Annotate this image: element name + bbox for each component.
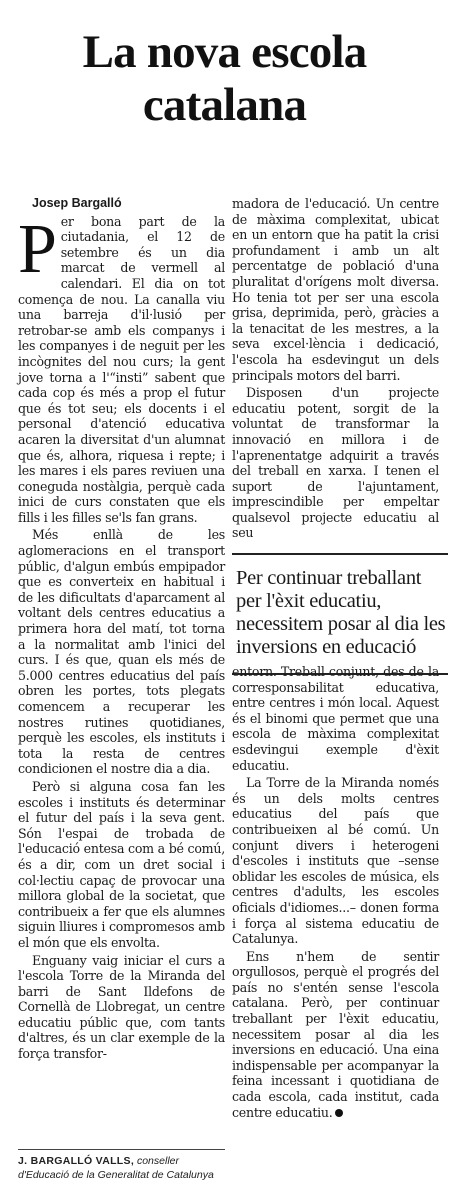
- paragraph-1: [18, 210, 225, 526]
- paragraph-8: La Torre de la Miranda només és un dels molts centres educatius del país que contribueixen al bé comú. Un conjunt divers i heterogeni d'escoles i instituts que –sense oblidar les escoles de música, els centres d'adults, les escoles oficials d'idiomes...– donen forma i força al sistema educatiu de Catalunya.: [232, 775, 439, 947]
- left-column: [18, 196, 225, 1064]
- paragraph-9: [232, 949, 439, 1121]
- right-column-top: [232, 196, 439, 543]
- drop-cap: P: [18, 210, 57, 288]
- end-of-article-icon: [335, 1109, 343, 1117]
- paragraph-4: Enguany vaig iniciar el curs a l'escola Torre de la Miranda del barri de Sant Ildefons de Cornellà de Llobregat, un centre educatiu públic que, com tants d'altres, és un clar exemple de la força transfor-: [18, 952, 225, 1062]
- author-role: conseller d'Educació de la Generalitat de Catalunya: [18, 1155, 214, 1181]
- paragraph-5: madora de l'educació. Un centre de màxima complexitat, ubicat en un entorn que ha patit la crisi profundament i amb un alt percentatge de població d'una pluralitat d'orígens molt diversa. Ho tenia tot per ser una escola grisa, deprimida, però, gràcies a la tenacitat de les mestres, a la seva excel·lència i dedicació, l'escola ha esdevingut un dels principals motors del barri.: [232, 196, 439, 383]
- pull-quote: Per continuar treballant per l'èxit educatiu, necessitem posar al dia les inversions en educació: [232, 553, 448, 675]
- right-column-bottom: [232, 664, 439, 1122]
- byline: Josep Bargalló: [32, 196, 122, 210]
- paragraph-3: Però si alguna cosa fan les escoles i instituts és determinar el futur del país i la seva gent. Són l'espai de trobada de l'educació entesa com a bé comú, és a dir, com un dret social i col·lectiu capaç de provocar una millora global de la societat, que contribueix a fer que els alumnes siguin lliures i compromesos amb el món que els envolta.: [18, 778, 225, 950]
- author-name: J. BARGALLÓ VALLS,: [18, 1155, 135, 1167]
- paragraph-6: Disposen d'un projecte educatiu potent, sorgit de la voluntat de transformar la innovació en millora i de l'aprenentatge adquirit a través del treball en xarxa. I tenen el suport de l'ajuntament, imprescindible per empeltar qualsevol projecte educatiu al seu: [232, 385, 439, 541]
- paragraph-1-text: er bona part de la ciutadania, el 12 de setembre és un dia marcat de vermell al calendari. El dia on tot comença de nou. La canalla viu una barreja d'il·lusió per retrobar-se amb els companys i les companyes i de neguit per les incògnites del nou curs; la gent jove torna a l'“insti” sabent que cada cop és més a prop el futur que és tot seu; els docents i el personal d'atenció educativa acaren la diversitat d'un alumnat que és, alhora, riquesa i repte; i les mares i els pares reviuen una coneguda nostàlgia, perquè cada inici de curs constaten que els fills i les filles se'ls fan grans.: [18, 213, 225, 525]
- paragraph-9-text: Ens n'hem de sentir orgullosos, perquè el progrés del país no s'entén sense l'escola catalana. Però, per continuar treballant per l'èxit educatiu, necessitem posar al dia les inversions en educació. Una eina indispensable per acompanyar la feina incessant i quotidiana de cada escola, cada institut, cada centre educatiu.: [232, 948, 439, 1120]
- paragraph-2: Més enllà de les aglomeracions en el transport públic, d'algun embús empipador que es converteix en habitual i de les dificultats d'aparcament al voltant dels centres educatius a primera hora del matí, tot torna a la normalitat amb l'inici del curs. I és que, quan els més de 5.000 centres educatius del país obren les portes, tots plegats comencem a recuperar les nostres rutines quotidianes, perquè les escoles, els instituts i tota la resta de centres condicionen el nostre dia a dia.: [18, 527, 225, 777]
- article-headline: La nova escola catalana: [82, 26, 367, 131]
- paragraph-7: entorn. Treball conjunt, des de la corresponsabilitat educativa, entre centres i món local. Aquest és el binomi que permet que una escola de màxima complexitat esdevingui exemple d'èxit educatiu.: [232, 664, 439, 773]
- author-note: [18, 1149, 225, 1182]
